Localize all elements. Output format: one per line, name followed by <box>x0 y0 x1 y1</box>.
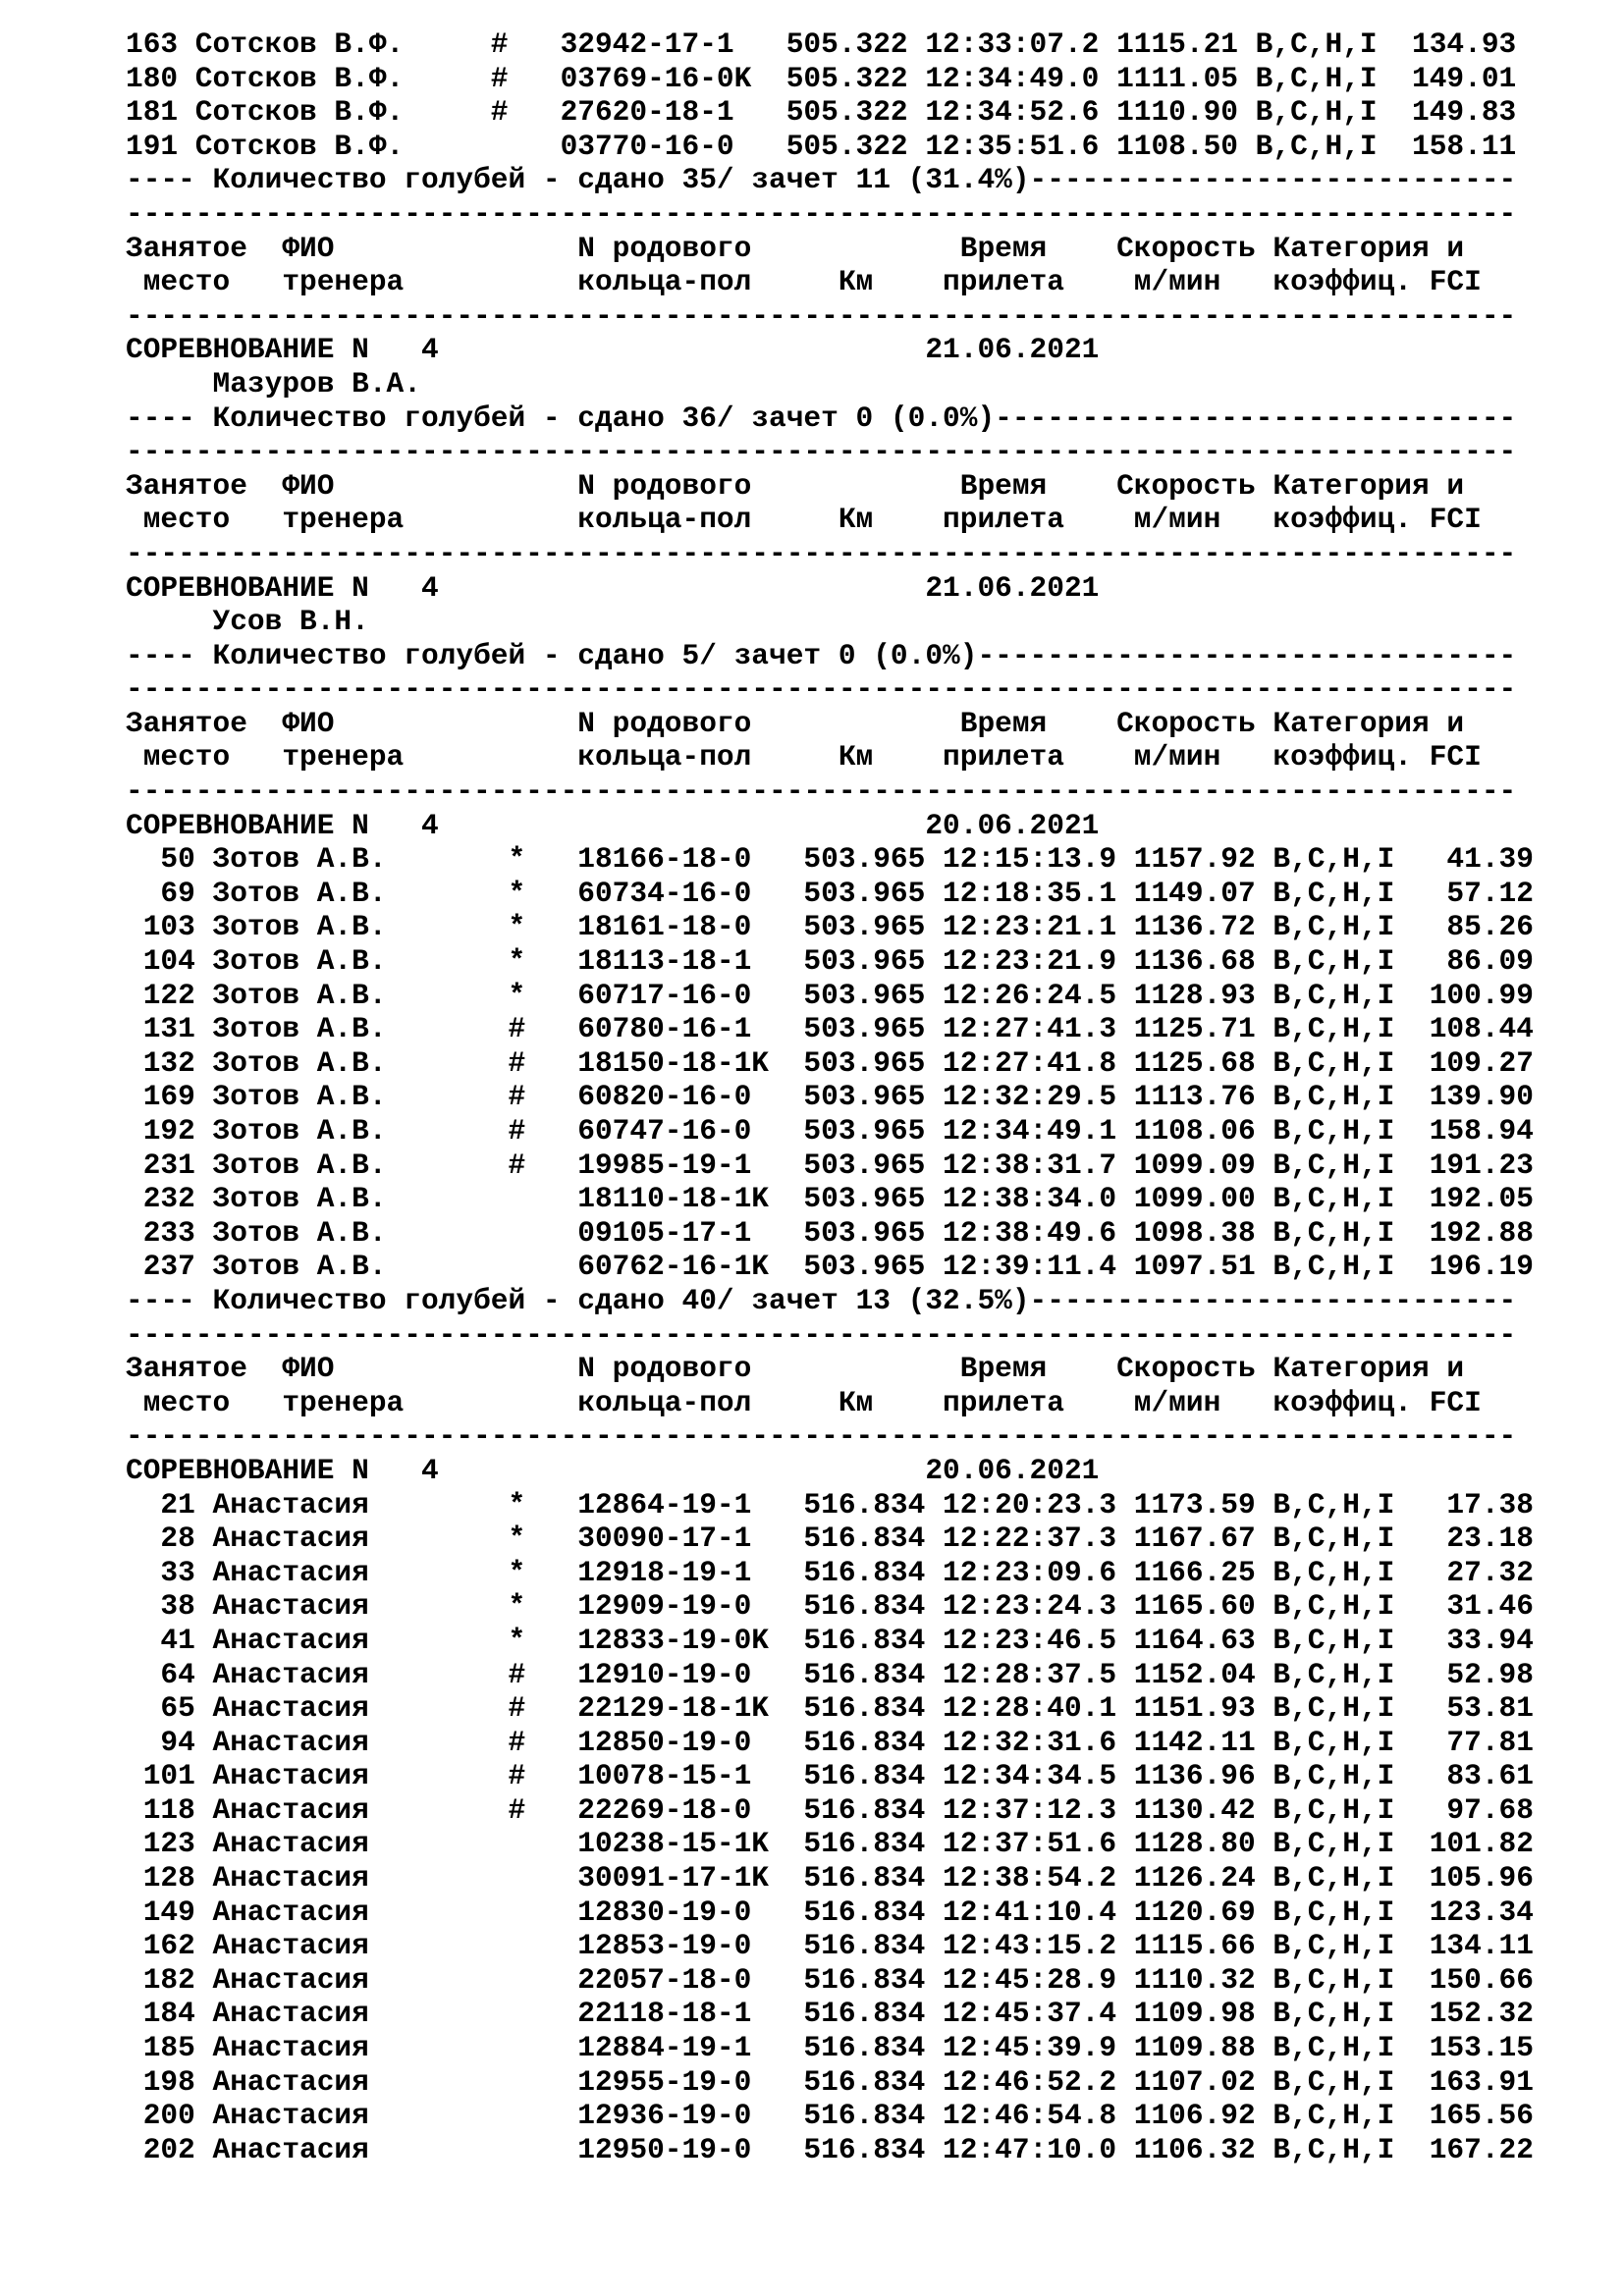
result-row: 191 Сотсков В.Ф. 03770-16-0 505.322 12:35:51.6 1108.50 B,C,H,I 158.11 <box>126 129 1517 163</box>
result-row: 237 Зотов А.В. 60762-16-1K 503.965 12:39:11.4 1097.51 B,C,H,I 196.19 <box>126 1250 1534 1284</box>
result-row: 198 Анастасия 12955-19-0 516.834 12:46:52.2 1107.02 B,C,H,I 163.91 <box>126 2064 1534 2099</box>
column-header-line-2: место тренера кольца-пол Км прилета м/мин коэффиц. FCI <box>126 265 1482 299</box>
result-row: 94 Анастасия # 12850-19-0 516.834 12:32:31.6 1142.11 B,C,H,I 77.81 <box>126 1725 1534 1759</box>
divider: -------------------------------------------------------------------------------- <box>126 1419 1517 1454</box>
result-row: 123 Анастасия 10238-15-1K 516.834 12:37:51.6 1128.80 B,C,H,I 101.82 <box>126 1827 1534 1861</box>
result-row: 232 Зотов А.В. 18110-18-1K 503.965 12:38:34.0 1099.00 B,C,H,I 192.05 <box>126 1182 1534 1216</box>
divider: -------------------------------------------------------------------------------- <box>126 672 1517 707</box>
column-header-line-2: место тренера кольца-пол Км прилета м/мин коэффиц. FCI <box>126 1385 1482 1419</box>
competition-title: СОРЕВНОВАНИЕ N 4 20.06.2021 <box>126 808 1100 842</box>
divider: -------------------------------------------------------------------------------- <box>126 1317 1517 1352</box>
column-header-line-1: Занятое ФИО N родового Время Скорость Категория и <box>126 706 1465 740</box>
divider: -------------------------------------------------------------------------------- <box>126 536 1517 570</box>
result-row: 131 Зотов А.В. # 60780-16-1 503.965 12:27:41.3 1125.71 B,C,H,I 108.44 <box>126 1012 1534 1046</box>
competition-title: СОРЕВНОВАНИЕ N 4 20.06.2021 <box>126 1453 1100 1487</box>
result-row: 184 Анастасия 22118-18-1 516.834 12:45:37.4 1109.98 B,C,H,I 152.32 <box>126 1997 1534 2031</box>
result-row: 185 Анастасия 12884-19-1 516.834 12:45:39.9 1109.88 B,C,H,I 153.15 <box>126 2031 1534 2065</box>
result-row: 21 Анастасия * 12864-19-1 516.834 12:20:23.3 1173.59 B,C,H,I 17.38 <box>126 1487 1534 1522</box>
result-row: 104 Зотов А.В. * 18113-18-1 503.965 12:23:21.9 1136.68 B,C,H,I 86.09 <box>126 944 1534 979</box>
result-row: 181 Сотсков В.Ф. # 27620-18-1 505.322 12:34:52.6 1110.90 B,C,H,I 149.83 <box>126 95 1517 130</box>
result-row: 65 Анастасия # 22129-18-1K 516.834 12:28:40.1 1151.93 B,C,H,I 53.81 <box>126 1691 1534 1726</box>
result-row: 64 Анастасия # 12910-19-0 516.834 12:28:37.5 1152.04 B,C,H,I 52.98 <box>126 1657 1534 1691</box>
trainer-name: Усов В.Н. <box>126 605 369 639</box>
result-row: 233 Зотов А.В. 09105-17-1 503.965 12:38:49.6 1098.38 B,C,H,I 192.88 <box>126 1215 1534 1250</box>
column-header-line-2: место тренера кольца-пол Км прилета м/мин коэффиц. FCI <box>126 740 1482 774</box>
section-summary: ---- Количество голубей - сдано 36/ зачет 0 (0.0%)------------------------------ <box>126 400 1517 435</box>
result-row: 162 Анастасия 12853-19-0 516.834 12:43:15.2 1115.66 B,C,H,I 134.11 <box>126 1929 1534 1963</box>
result-row: 163 Сотсков В.Ф. # 32942-17-1 505.322 12:33:07.2 1115.21 B,C,H,I 134.93 <box>126 27 1517 61</box>
column-header-line-1: Занятое ФИО N родового Время Скорость Категория и <box>126 231 1465 265</box>
result-row: 69 Зотов А.В. * 60734-16-0 503.965 12:18:35.1 1149.07 B,C,H,I 57.12 <box>126 876 1534 910</box>
result-row: 180 Сотсков В.Ф. # 03769-16-0K 505.322 12:34:49.0 1111.05 B,C,H,I 149.01 <box>126 61 1517 95</box>
result-row: 33 Анастасия * 12918-19-1 516.834 12:23:09.6 1166.25 B,C,H,I 27.32 <box>126 1555 1534 1589</box>
result-row: 122 Зотов А.В. * 60717-16-0 503.965 12:26:24.5 1128.93 B,C,H,I 100.99 <box>126 978 1534 1012</box>
column-header-line-1: Занятое ФИО N родового Время Скорость Категория и <box>126 1352 1465 1386</box>
divider: -------------------------------------------------------------------------------- <box>126 298 1517 333</box>
result-row: 200 Анастасия 12936-19-0 516.834 12:46:54.8 1106.92 B,C,H,I 165.56 <box>126 2099 1534 2133</box>
result-row: 182 Анастасия 22057-18-0 516.834 12:45:28.9 1110.32 B,C,H,I 150.66 <box>126 1962 1534 1997</box>
divider: -------------------------------------------------------------------------------- <box>126 435 1517 469</box>
competition-title: СОРЕВНОВАНИЕ N 4 21.06.2021 <box>126 333 1100 367</box>
divider: -------------------------------------------------------------------------------- <box>126 196 1517 231</box>
result-row: 132 Зотов А.В. # 18150-18-1K 503.965 12:27:41.8 1125.68 B,C,H,I 109.27 <box>126 1045 1534 1080</box>
trainer-name: Мазуров В.А. <box>126 366 421 400</box>
result-row: 128 Анастасия 30091-17-1K 516.834 12:38:54.2 1126.24 B,C,H,I 105.96 <box>126 1861 1534 1896</box>
section-summary: ---- Количество голубей - сдано 35/ зачет 11 (31.4%)---------------------------- <box>126 163 1517 197</box>
result-row: 169 Зотов А.В. # 60820-16-0 503.965 12:32:29.5 1113.76 B,C,H,I 139.90 <box>126 1080 1534 1114</box>
section-summary: ---- Количество голубей - сдано 5/ зачет 0 (0.0%)------------------------------- <box>126 638 1517 672</box>
result-row: 202 Анастасия 12950-19-0 516.834 12:47:10.0 1106.32 B,C,H,I 167.22 <box>126 2132 1534 2166</box>
result-row: 28 Анастасия * 30090-17-1 516.834 12:22:37.3 1167.67 B,C,H,I 23.18 <box>126 1522 1534 1556</box>
column-header-line-1: Занятое ФИО N родового Время Скорость Категория и <box>126 468 1465 503</box>
result-row: 103 Зотов А.В. * 18161-18-0 503.965 12:23:21.1 1136.72 B,C,H,I 85.26 <box>126 910 1534 944</box>
result-row: 41 Анастасия * 12833-19-0K 516.834 12:23:46.5 1164.63 B,C,H,I 33.94 <box>126 1623 1534 1657</box>
column-header-line-2: место тренера кольца-пол Км прилета м/мин коэффиц. FCI <box>126 503 1482 537</box>
divider: -------------------------------------------------------------------------------- <box>126 774 1517 809</box>
result-row: 149 Анастасия 12830-19-0 516.834 12:41:10.4 1120.69 B,C,H,I 123.34 <box>126 1895 1534 1929</box>
competition-title: СОРЕВНОВАНИЕ N 4 21.06.2021 <box>126 570 1100 605</box>
result-row: 118 Анастасия # 22269-18-0 516.834 12:37:12.3 1130.42 B,C,H,I 97.68 <box>126 1792 1534 1827</box>
result-row: 50 Зотов А.В. * 18166-18-0 503.965 12:15:13.9 1157.92 B,C,H,I 41.39 <box>126 842 1534 877</box>
results-report-page <box>126 27 1598 2285</box>
result-row: 231 Зотов А.В. # 19985-19-1 503.965 12:38:31.7 1099.09 B,C,H,I 191.23 <box>126 1148 1534 1182</box>
result-row: 101 Анастасия # 10078-15-1 516.834 12:34:34.5 1136.96 B,C,H,I 83.61 <box>126 1759 1534 1793</box>
result-row: 38 Анастасия * 12909-19-0 516.834 12:23:24.3 1165.60 B,C,H,I 31.46 <box>126 1589 1534 1624</box>
result-row: 192 Зотов А.В. # 60747-16-0 503.965 12:34:49.1 1108.06 B,C,H,I 158.94 <box>126 1114 1534 1148</box>
section-summary: ---- Количество голубей - сдано 40/ зачет 13 (32.5%)---------------------------- <box>126 1283 1517 1317</box>
